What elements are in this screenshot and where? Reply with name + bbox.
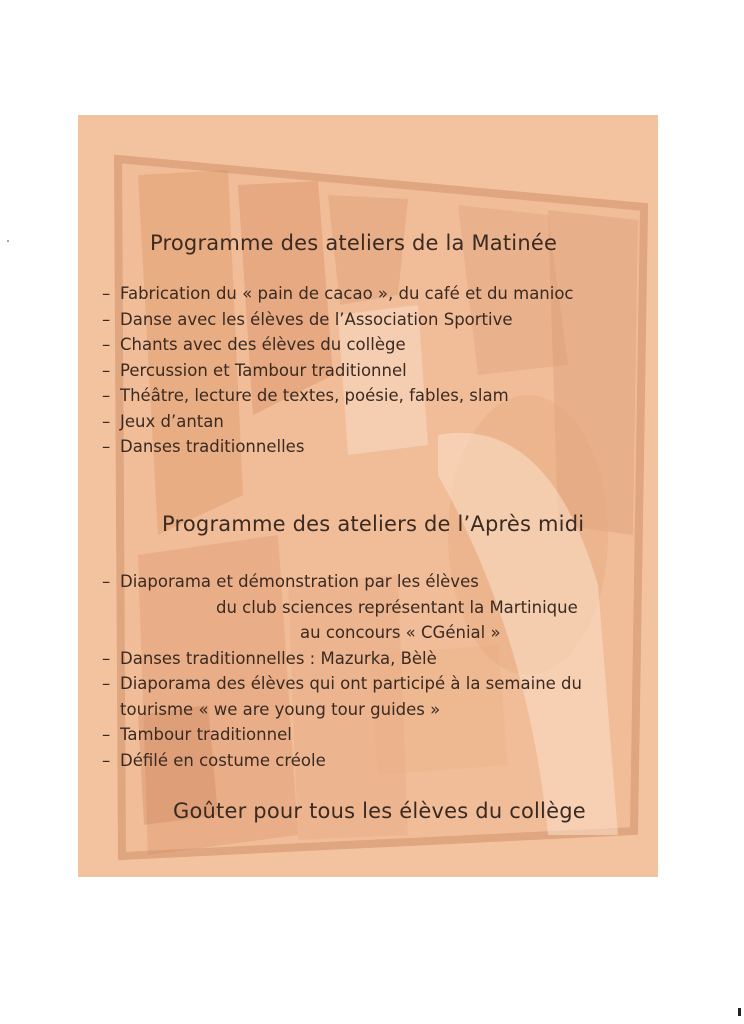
list-item-text: Défilé en costume créole xyxy=(120,750,326,770)
flyer-content xyxy=(78,115,658,877)
dash-bullet: – xyxy=(102,386,111,405)
scan-mark xyxy=(738,1008,741,1016)
morning-list xyxy=(102,281,658,460)
list-item xyxy=(102,281,658,307)
list-item xyxy=(102,358,658,384)
afternoon-list xyxy=(102,569,658,773)
dash-bullet: – xyxy=(102,411,111,431)
afternoon-title: Programme des ateliers de l’Après midi xyxy=(162,512,585,536)
list-item xyxy=(102,646,658,672)
dash-bullet: – xyxy=(102,335,111,354)
list-item xyxy=(102,383,658,409)
scan-speck xyxy=(7,240,9,242)
list-item xyxy=(102,332,658,358)
list-item-text: Percussion et Tambour traditionnel xyxy=(120,360,407,380)
dash-bullet: – xyxy=(102,674,111,693)
list-item xyxy=(102,307,658,333)
list-item xyxy=(102,671,658,722)
list-item-text: Diaporama et démonstration par les élèves xyxy=(120,572,479,591)
list-item-text: Chants avec des élèves du collège xyxy=(120,335,406,354)
list-item-text: au concours « CGénial » xyxy=(300,623,501,642)
list-item-text: Jeux d’antan xyxy=(120,411,224,431)
list-item-text: tourisme « we are young tour guides » xyxy=(120,699,441,719)
list-item-text: Fabrication du « pain de cacao », du café et du manioc xyxy=(120,284,574,303)
list-item-text: Diaporama des élèves qui ont participé à la semaine du xyxy=(120,674,582,693)
list-item xyxy=(102,409,658,435)
list-item-text: Danse avec les élèves de l’Association Sportive xyxy=(120,309,513,329)
dash-bullet: – xyxy=(102,750,111,770)
list-item xyxy=(102,434,658,460)
snack-title: Goûter pour tous les élèves du collège xyxy=(173,799,586,823)
list-item xyxy=(102,569,658,646)
list-item-text: Danses traditionnelles : Mazurka, Bèlè xyxy=(120,648,437,668)
morning-title: Programme des ateliers de la Matinée xyxy=(150,231,558,255)
dash-bullet: – xyxy=(102,284,111,303)
dash-bullet: – xyxy=(102,360,111,380)
list-item xyxy=(102,722,658,748)
dash-bullet: – xyxy=(102,572,111,591)
list-item-text: Tambour traditionnel xyxy=(120,725,292,744)
dash-bullet: – xyxy=(102,437,111,456)
dash-bullet: – xyxy=(102,309,111,329)
list-item-text: Danses traditionnelles xyxy=(120,437,305,456)
dash-bullet: – xyxy=(102,648,111,668)
list-item xyxy=(102,748,658,774)
list-item-text: Théâtre, lecture de textes, poésie, fables, slam xyxy=(120,386,509,405)
flyer-panel xyxy=(78,115,658,877)
dash-bullet: – xyxy=(102,725,111,744)
list-item-text: du club sciences représentant la Martinique xyxy=(216,597,578,617)
